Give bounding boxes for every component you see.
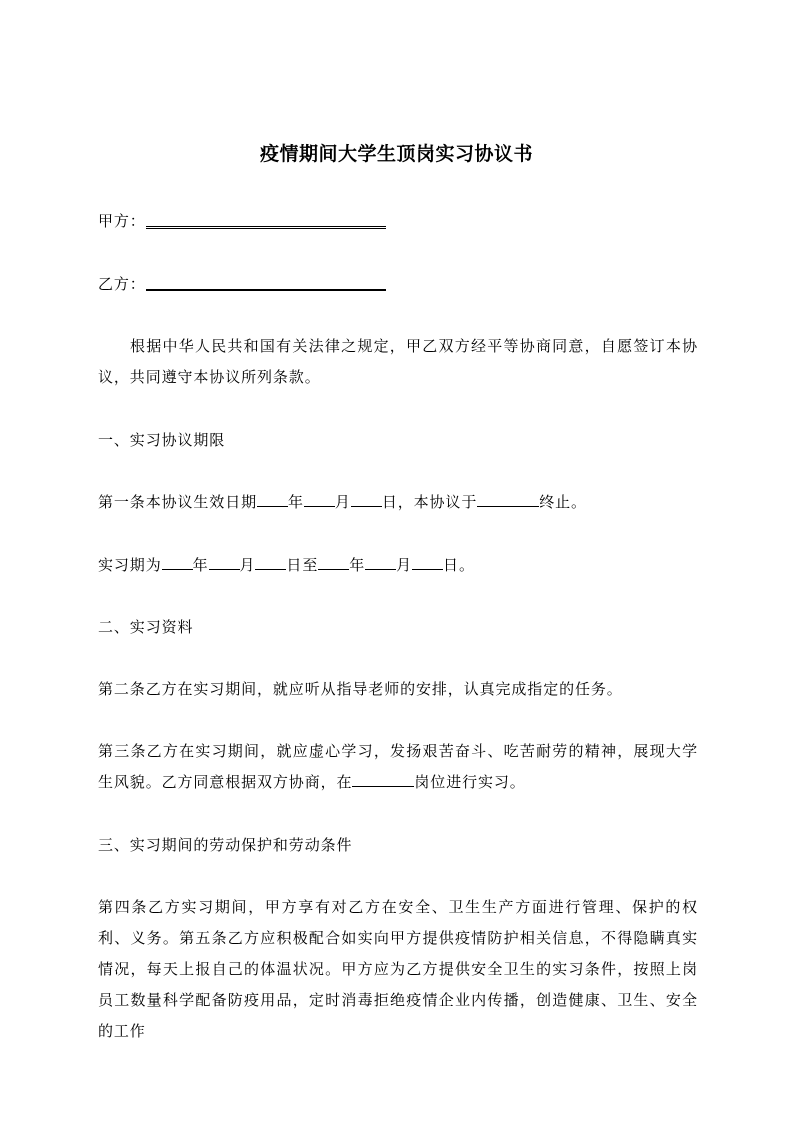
- month-blank: [304, 492, 335, 507]
- document-title: 疫情期间大学生顶岗实习协议书: [259, 143, 533, 165]
- period-prefix: 实习期为: [98, 556, 162, 574]
- year-blank: [257, 492, 288, 507]
- article-1-day: 日，本协议于: [381, 493, 478, 511]
- party-a-signature-line: [146, 226, 386, 229]
- end-date-blank: [477, 492, 539, 507]
- article-2: 第二条乙方在实习期间，就应听从指导老师的安排，认真完成指定的任务。: [98, 680, 623, 698]
- section-2-heading: 二、实习资料: [98, 618, 194, 636]
- period-month-2: 月: [396, 556, 413, 574]
- period-year-2: 年: [349, 556, 366, 574]
- period-month-1: 月: [239, 556, 256, 574]
- party-a-label: 甲方：: [98, 212, 146, 230]
- preamble-paragraph: 根据中华人民共和国有关法律之规定，甲乙双方经平等协商同意，自愿签订本协议，共同遵守本协议所列条款。: [98, 337, 698, 386]
- day-blank: [351, 492, 382, 507]
- period-day-1: 日至: [286, 556, 319, 574]
- article-1-suffix: 终止。: [539, 493, 587, 511]
- article-3: [98, 736, 698, 798]
- internship-period: [98, 555, 698, 575]
- period-year-1: 年: [192, 556, 209, 574]
- end-month-blank: [365, 555, 396, 570]
- start-day-blank: [255, 555, 286, 570]
- article-1: [98, 492, 698, 512]
- start-year-blank: [162, 555, 193, 570]
- period-day-2: 日。: [443, 556, 475, 574]
- article-1-year: 年: [288, 493, 304, 511]
- start-month-blank: [209, 555, 240, 570]
- section-3-heading: 三、实习期间的劳动保护和劳动条件: [98, 836, 353, 854]
- section-1-heading: 一、实习协议期限: [98, 431, 226, 449]
- end-year-blank: [318, 555, 349, 570]
- party-b-signature-line: [146, 289, 386, 291]
- position-blank: [352, 772, 414, 787]
- end-day-blank: [412, 555, 443, 570]
- article-1-prefix: 第一条本协议生效日期: [98, 493, 258, 511]
- article-3-text: 第三条乙方在实习期间，就应虚心学习，发扬艰苦奋斗、吃苦耐劳的精神，展现大学生风貌。乙方同意根据双方协商，在: [98, 742, 698, 791]
- party-b-label: 乙方：: [98, 275, 146, 293]
- article-1-month: 月: [334, 493, 351, 511]
- article-3-suffix: 岗位进行实习。: [414, 773, 526, 791]
- article-4-5: 第四条乙方实习期间，甲方享有对乙方在安全、卫生生产方面进行管理、保护的权利、义务。第五条乙方应积极配合如实向甲方提供疫情防护相关信息，不得隐瞒真实情况，每天上报自己的体温状况。甲方应为乙方提供安全卫生的实习条件，按照上岗员工数量科学配备防疫用品，定时消毒拒绝疫情企业内传播，创造健康、卫生、安全的工作: [98, 898, 698, 1040]
